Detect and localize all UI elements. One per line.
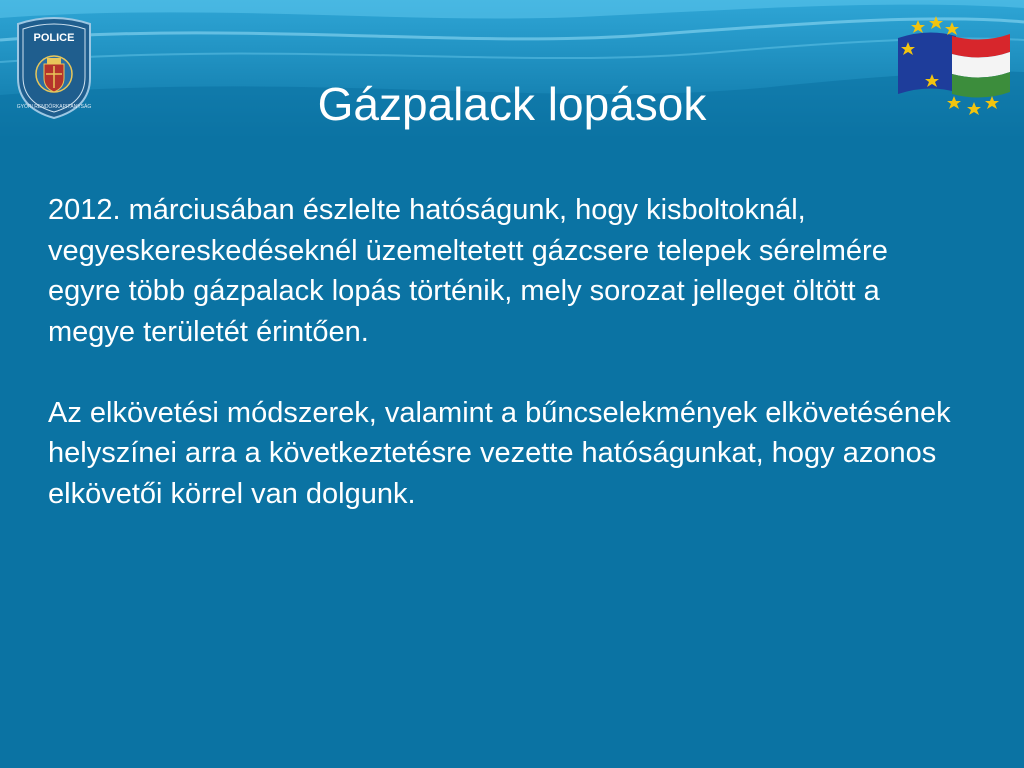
badge-ring-text: GYŐRI RENDŐRKAPITÁNYSÁG: [16, 104, 92, 110]
slide-title: Gázpalack lopások: [317, 78, 707, 130]
badge-top-text: POLICE: [33, 32, 75, 44]
slide-body: [48, 190, 968, 514]
body-paragraph: 2012. márciusában észlelte hatóságunk, hogy kisboltoknál, vegyeskereskedéseknél üzemeltetett gázcsere telepek sérelmére egyre több gázpalack lopás történik, mely sorozat jelleget öltött a megye területét érintően.: [48, 194, 888, 348]
body-paragraph: Az elkövetési módszerek, valamint a bűncselekmények elkövetésének helyszínei arra a következtetésre vezette hatóságunkat, hogy azonos elkövetői körrel van dolgunk.: [48, 396, 951, 510]
